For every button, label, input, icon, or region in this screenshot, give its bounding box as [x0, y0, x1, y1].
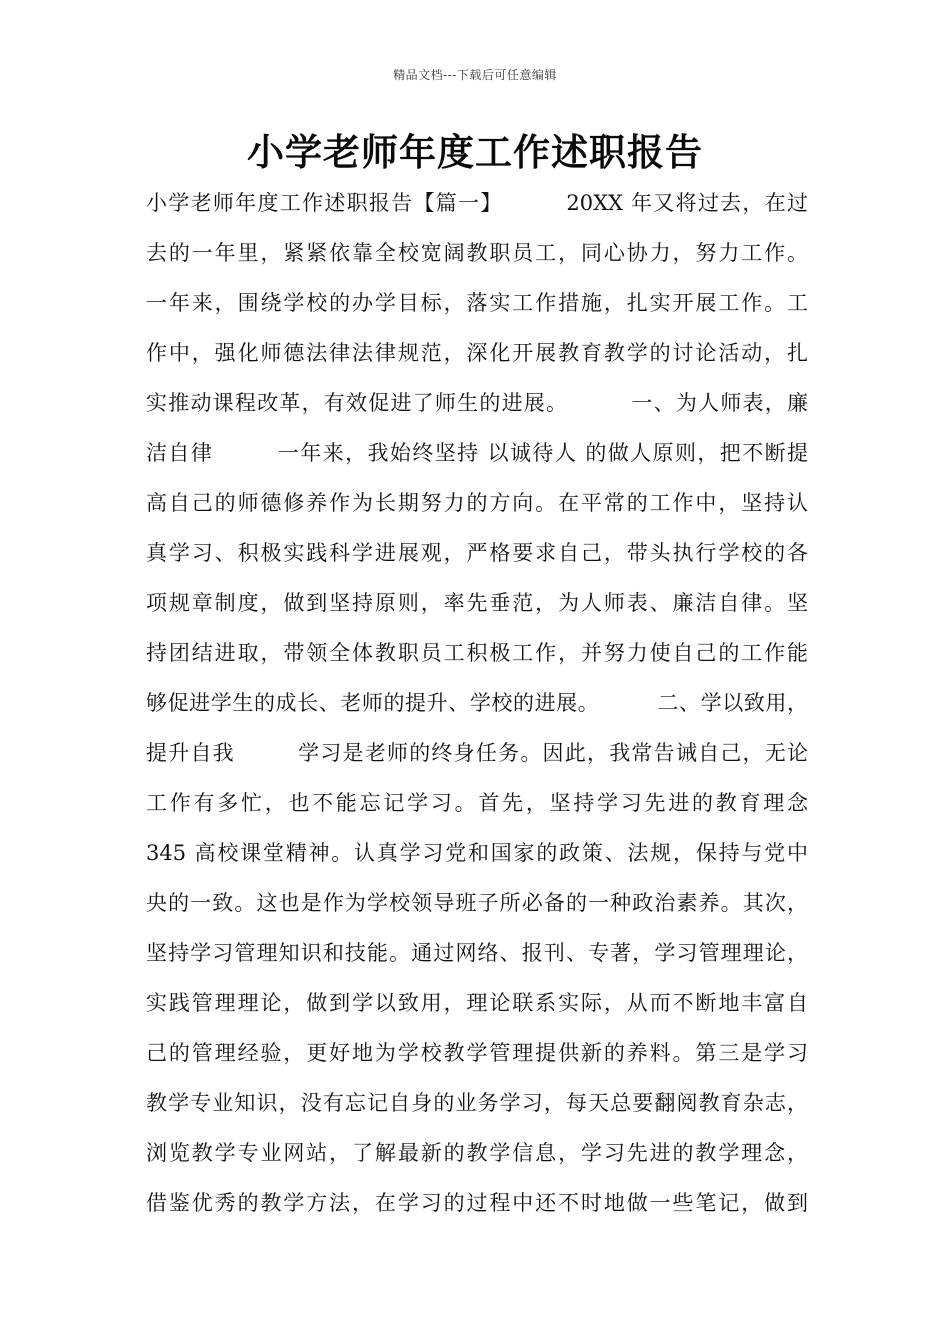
- body-line: 洁自律 一年来，我始终坚持 以诚待人 的做人原则，把不断提: [146, 441, 808, 465]
- body-line: 己的管理经验，更好地为学校教学管理提供新的养料。第三是学习: [146, 1041, 808, 1065]
- body-line: 项规章制度，做到坚持原则，率先垂范，为人师表、廉洁自律。坚: [146, 591, 808, 615]
- body-line: 央的一致。这也是作为学校领导班子所必备的一种政治素养。其次，: [146, 891, 808, 915]
- body-line: 高自己的师德修养作为长期努力的方向。在平常的工作中，坚持认: [146, 491, 808, 515]
- body-line: 够促进学生的成长、老师的提升、学校的进展。 二、学以致用，: [146, 691, 808, 715]
- body-line: 一年来，围绕学校的办学目标，落实工作措施，扎实开展工作。工: [146, 291, 808, 315]
- document-title: 小学老师年度工作述职报告: [247, 130, 703, 174]
- document-body: [146, 178, 808, 1228]
- body-line: 持团结进取，带领全体教职员工积极工作，并努力使自己的工作能: [146, 641, 808, 665]
- body-line: 借鉴优秀的教学方法，在学习的过程中还不时地做一些笔记，做到: [146, 1191, 808, 1215]
- body-line: 教学专业知识，没有忘记自身的业务学习，每天总要翻阅教育杂志，: [146, 1091, 808, 1115]
- header-note: 精品文档---下载后可任意编辑: [393, 68, 557, 82]
- body-line: 345 高校课堂精神。认真学习党和国家的政策、法规，保持与党中: [146, 841, 808, 865]
- body-line: 坚持学习管理知识和技能。通过网络、报刊、专著，学习管理理论，: [146, 941, 808, 965]
- body-line: 提升自我 学习是老师的终身任务。因此，我常告诫自己，无论: [146, 741, 808, 765]
- body-line: 实推动课程改革，有效促进了师生的进展。 一、为人师表，廉: [146, 391, 808, 415]
- body-line: 实践管理理论，做到学以致用，理论联系实际，从而不断地丰富自: [146, 991, 808, 1015]
- body-line: 浏览教学专业网站，了解最新的教学信息，学习先进的教学理念，: [146, 1141, 808, 1165]
- body-line: 作中，强化师德法律法律规范，深化开展教育教学的讨论活动，扎: [146, 341, 808, 365]
- body-line: 小学老师年度工作述职报告【篇一】 20XX 年又将过去，在过: [146, 191, 808, 215]
- body-line: 去的一年里，紧紧依靠全校宽阔教职员工，同心协力，努力工作。: [146, 241, 808, 265]
- body-line: 真学习、积极实践科学进展观，严格要求自己，带头执行学校的各: [146, 541, 808, 565]
- body-line: 工作有多忙，也不能忘记学习。首先，坚持学习先进的教育理念: [146, 791, 808, 815]
